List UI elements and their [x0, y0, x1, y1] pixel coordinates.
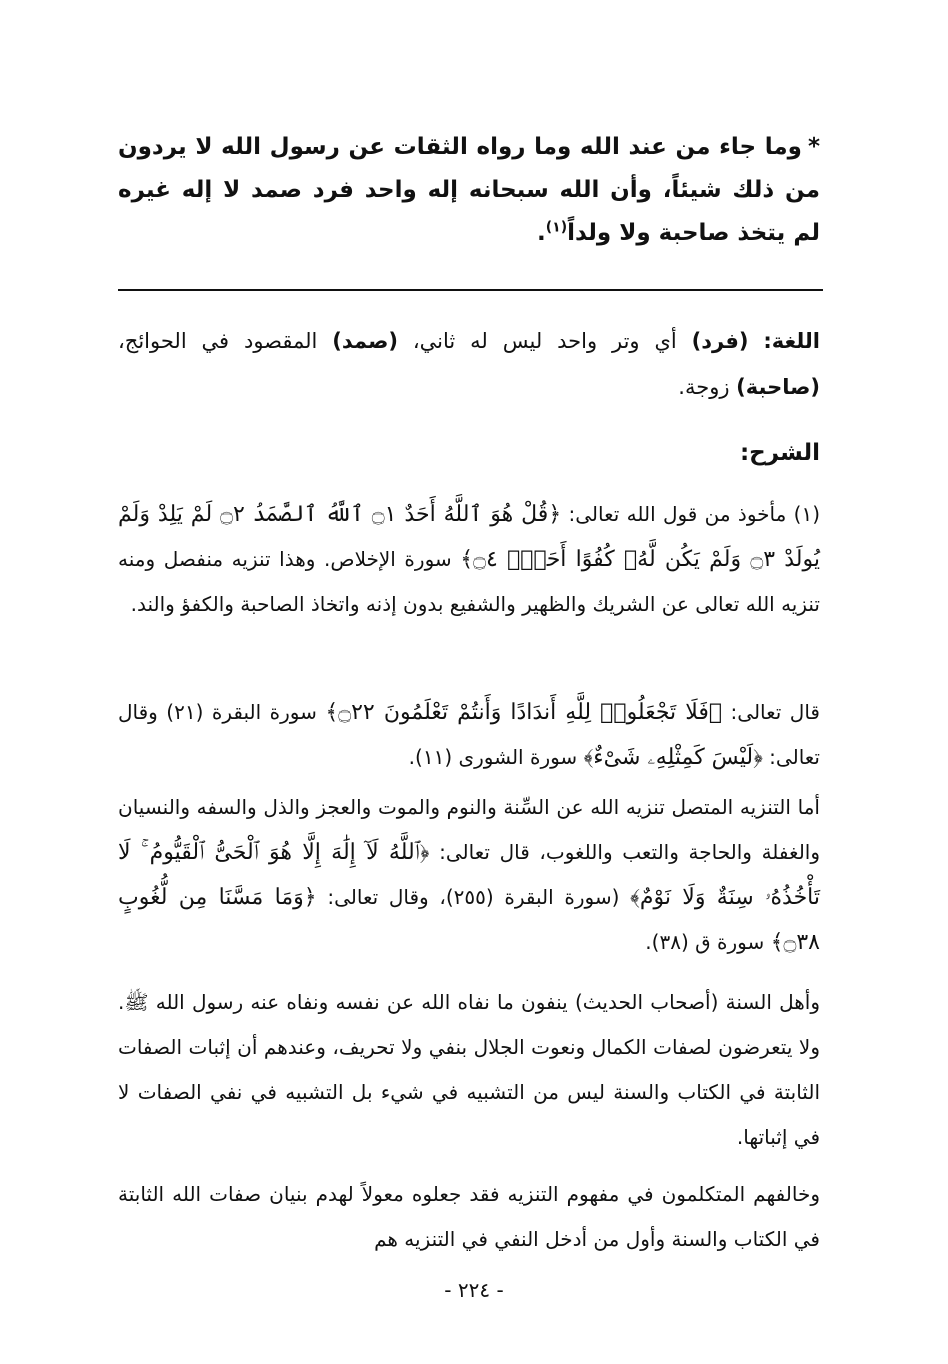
lugha-paragraph [118, 318, 820, 410]
sharh-paragraph-5: وخالفهم المتكلمون في مفهوم التنزيه فقد جعلوه معولاً لهدم بنيان صفات الله الثابتة في الكتاب والسنة وأول من أدخل النفي في التنزيه هم [118, 1182, 820, 1251]
quran-verse-kursi: ﴿ٱللَّهُ لَآ إِلَٰهَ إِلَّا هُوَ ٱلْحَىُّ ٱلْقَيُّومُ ۚ لَا تَأْخُذُهُۥ سِنَةٌ وَلَا نَوْمٌ﴾ [118, 840, 820, 910]
quran-verse-shura-11: ﴿لَيْسَ كَمِثْلِهِۦ شَىْءٌ﴾ [583, 745, 763, 770]
p2-end: سورة الشورى (١١). [408, 745, 584, 769]
lugha-label: اللغة: [763, 329, 820, 353]
quran-verse-ikhlas: ﴿قُلْ هُوَ ٱللَّهُ أَحَدٌ ۝١ ٱللَّهُ ٱلصَّمَدُ ۝٢ لَمْ يَلِدْ وَلَمْ يُولَدْ ۝٣ وَلَمْ يَكُن لَّهُۥ كُفُوًا أَحَدٌۢ ۝٤﴾ [118, 502, 820, 572]
lugha-def-fard: أي وتر واحد ليس له ثاني، [398, 329, 692, 353]
p3-intro: أما التنزيه المتصل تنزيه الله عن السِّنة والنوم والموت والعجز والذل والسفه والنسيان والغفلة والحاجة والتعب واللغوب، قال تعالى: [118, 795, 821, 864]
p2-intro: قال تعالى: [722, 700, 820, 724]
lugha-word-samad: (صمد) [332, 329, 398, 353]
sharh-paragraph-1 [118, 492, 820, 627]
p1-intro: (١) مأخوذ من قول الله تعالى: [561, 502, 820, 526]
quran-verse-baqara-22: ﴿فَلَا تَجْعَلُوا۟ لِلَّهِ أَندَادًا وَأَنتُمْ تَعْلَمُونَ ۝٢٢﴾ [325, 700, 723, 725]
p2-mid: سورة البقرة (٢١) وقال تعالى: [118, 700, 820, 769]
matn-text [118, 126, 820, 255]
lugha-word-sahiba: (صاحبة) [736, 375, 820, 399]
page-number: - ٢٢٤ - [444, 1278, 504, 1302]
sharh-paragraph-3 [118, 785, 820, 965]
lugha-def-sahiba: زوجة. [678, 375, 737, 399]
sharh-heading: الشرح: [739, 440, 820, 466]
star-marker: * [807, 134, 820, 160]
lugha-word-fard: (فرد) [691, 329, 749, 353]
lugha-def-samad: المقصود في الحوائج، [118, 329, 333, 353]
matn-end: . [537, 220, 546, 246]
p1-rest: سورة الإخلاص. وهذا تنزيه منفصل ومنه تنزيه الله تعالى عن الشريك والظهير والشفيع بدون إذنه واتخاذ الصاحبة والكفؤ والند. [118, 547, 820, 616]
matn-body: وما جاء من عند الله وما رواه الثقات عن رسول الله لا يردون من ذلك شيئاً، وأن الله سبحانه إله واحد فرد صمد لا إله غيره لم يتخذ صاحبة ولا ولداً [118, 134, 820, 246]
sharh-paragraph-2 [118, 690, 820, 780]
footnote-ref: (١) [545, 219, 568, 236]
quran-verse-qaf-38: ﴿وَمَا مَسَّنَا مِن لُّغُوبٍ ۝٣٨﴾ [118, 885, 820, 955]
sharh-paragraph-4: وأهل السنة (أصحاب الحديث) ينفون ما نفاه الله عن نفسه ونفاه عنه رسول الله ﷺ. ولا يتعرضون لصفات الكمال ونعوت الجلال بنفي ولا تحريف، وعندهم أن إثبات الصفات الثابتة في الكتاب والسنة ليس من التشبيه في شيء بل التشبيه في نفي الصفات لا في إثباتها. [118, 990, 820, 1149]
footnote-divider [118, 289, 823, 291]
p3-mid: (سورة البقرة (٢٥٥)، وقال تعالى: [316, 885, 631, 909]
p3-end: سورة ق (٣٨). [645, 930, 771, 954]
